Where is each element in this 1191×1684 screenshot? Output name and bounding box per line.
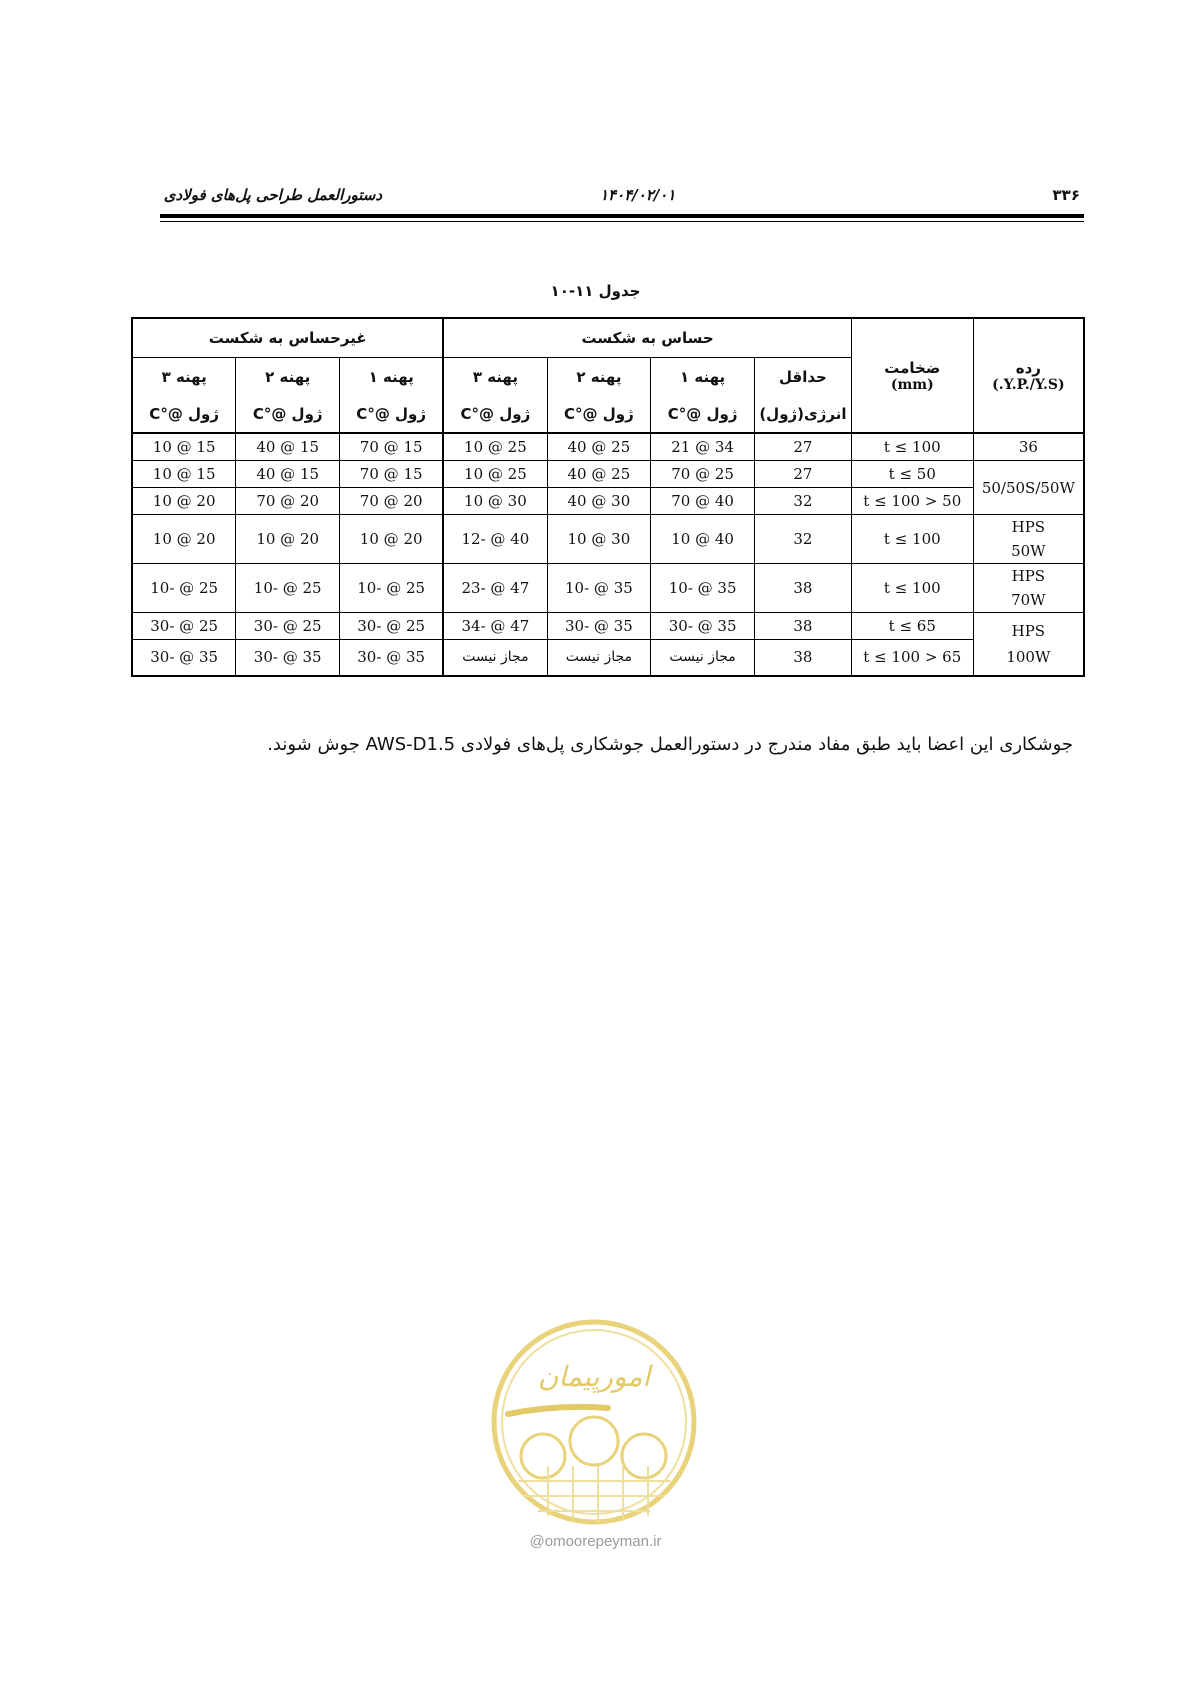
value-cell: 40 @ 10 — [651, 515, 755, 564]
group-non-fracture-critical: غیرحساس به شکست — [132, 318, 443, 358]
page-header — [160, 186, 1080, 210]
value-cell: 34 @ 21 — [651, 433, 755, 461]
unit-label: ژول @°C — [651, 396, 755, 433]
value-cell: 20 @ 70 — [340, 488, 444, 515]
table-row — [132, 461, 1084, 488]
unit-label: ژول @°C — [443, 396, 547, 433]
grade-cell: HPS 70W — [973, 564, 1084, 613]
value-cell: 35 @ -30 — [547, 613, 651, 640]
value-cell: مجاز نیست — [443, 640, 547, 676]
grade-cell: HPS 100W — [973, 613, 1084, 676]
value-cell: 35 @ -30 — [651, 613, 755, 640]
thickness-cell: 65 < t ≤ 100 — [851, 640, 973, 676]
value-cell: 15 @ 40 — [236, 433, 340, 461]
value-cell: 25 @ 40 — [547, 433, 651, 461]
value-cell: 35 @ -30 — [236, 640, 340, 676]
table-row — [132, 488, 1084, 515]
fc-zone3-header: پهنه ۳ — [443, 358, 547, 397]
value-cell: 27 — [754, 461, 851, 488]
watermark-url: @omoorepeyman.ir — [529, 1533, 662, 1550]
table-row — [132, 613, 1084, 640]
watermark-logo — [488, 1316, 700, 1528]
value-cell: 25 @ 70 — [651, 461, 755, 488]
nfc-zone2-header: پهنه ۲ — [236, 358, 340, 397]
value-cell: 25 @ 10 — [443, 433, 547, 461]
value-cell: 35 @ -30 — [132, 640, 236, 676]
grade-cell: HPS 50W — [973, 515, 1084, 564]
value-cell: 15 @ 10 — [132, 461, 236, 488]
unit-label: ژول @°C — [236, 396, 340, 433]
value-cell: 25 @ -10 — [340, 564, 444, 613]
value-cell: 15 @ 70 — [340, 433, 444, 461]
thickness-cell: t ≤ 65 — [851, 613, 973, 640]
value-cell: 20 @ 10 — [340, 515, 444, 564]
value-cell: 25 @ -30 — [236, 613, 340, 640]
grade-cell: 50/50S/50W — [973, 461, 1084, 515]
fc-zone1-header: پهنه ۱ — [651, 358, 755, 397]
value-cell: 25 @ -10 — [132, 564, 236, 613]
fc-zone2-header: پهنه ۲ — [547, 358, 651, 397]
value-cell: 35 @ -30 — [340, 640, 444, 676]
value-cell: 38 — [754, 640, 851, 676]
nfc-zone3-header: پهنه ۳ — [132, 358, 236, 397]
body-paragraph: جوشکاری این اعضا باید طبق مفاد مندرج در دستورالعمل جوشکاری پل‌های فولادی AWS-D1.5 جوش شوند. — [267, 734, 1073, 755]
value-cell: 30 @ 40 — [547, 488, 651, 515]
value-cell: 30 @ 10 — [547, 515, 651, 564]
unit-label: ژول @°C — [132, 396, 236, 433]
min-energy-header: حداقل — [754, 358, 851, 397]
value-cell: 35 @ -10 — [547, 564, 651, 613]
value-cell: مجاز نیست — [547, 640, 651, 676]
impact-energy-table — [131, 317, 1085, 677]
value-cell: 20 @ 70 — [236, 488, 340, 515]
thickness-header: ضخامت (mm) — [851, 318, 973, 433]
value-cell: 38 — [754, 613, 851, 640]
value-cell: 38 — [754, 564, 851, 613]
value-cell: 25 @ -10 — [236, 564, 340, 613]
min-energy-unit: انرژی(ژول) — [754, 396, 851, 433]
value-cell: 20 @ 10 — [236, 515, 340, 564]
value-cell: 47 @ -34 — [443, 613, 547, 640]
value-cell: 25 @ -30 — [132, 613, 236, 640]
value-cell: 32 — [754, 488, 851, 515]
watermark-seal-icon — [488, 1316, 700, 1528]
thickness-cell: t ≤ 100 — [851, 433, 973, 461]
value-cell: 27 — [754, 433, 851, 461]
value-cell: 40 @ -12 — [443, 515, 547, 564]
table-row — [132, 640, 1084, 676]
watermark-logo-text: امورپیمان — [537, 1360, 651, 1393]
thickness-cell: t ≤ 50 — [851, 461, 973, 488]
value-cell: 25 @ 40 — [547, 461, 651, 488]
value-cell: 20 @ 10 — [132, 515, 236, 564]
nfc-zone1-header: پهنه ۱ — [340, 358, 444, 397]
header-rule-thin — [160, 221, 1084, 222]
unit-label: ژول @°C — [340, 396, 444, 433]
table-caption: جدول ۱۱-۱۰ — [550, 282, 641, 300]
table-row — [132, 515, 1084, 564]
value-cell: 15 @ 10 — [132, 433, 236, 461]
unit-label: ژول @°C — [547, 396, 651, 433]
thickness-cell: t ≤ 100 — [851, 515, 973, 564]
value-cell: 30 @ 10 — [443, 488, 547, 515]
value-cell: 32 — [754, 515, 851, 564]
value-cell: 20 @ 10 — [132, 488, 236, 515]
table-row — [132, 564, 1084, 613]
thickness-cell: 50 < t ≤ 100 — [851, 488, 973, 515]
grade-cell: 36 — [973, 433, 1084, 461]
header-date: ۱۴۰۴/۰۲/۰۱ — [600, 186, 676, 204]
value-cell: 25 @ -30 — [340, 613, 444, 640]
at-icon: @ — [529, 1533, 545, 1550]
running-title: دستورالعمل طراحی پل‌های فولادی — [163, 186, 382, 204]
thickness-cell: t ≤ 100 — [851, 564, 973, 613]
value-cell: 25 @ 10 — [443, 461, 547, 488]
grade-header: رده (Y.P./Y.S.) — [973, 318, 1084, 433]
value-cell: 40 @ 70 — [651, 488, 755, 515]
value-cell: 47 @ -23 — [443, 564, 547, 613]
value-cell: 35 @ -10 — [651, 564, 755, 613]
value-cell: مجاز نیست — [651, 640, 755, 676]
value-cell: 15 @ 70 — [340, 461, 444, 488]
value-cell: 15 @ 40 — [236, 461, 340, 488]
group-fracture-critical: حساس به شکست — [443, 318, 851, 358]
header-rule-thick — [160, 214, 1084, 218]
page-number: ۳۳۶ — [1052, 186, 1080, 204]
table-row — [132, 433, 1084, 461]
